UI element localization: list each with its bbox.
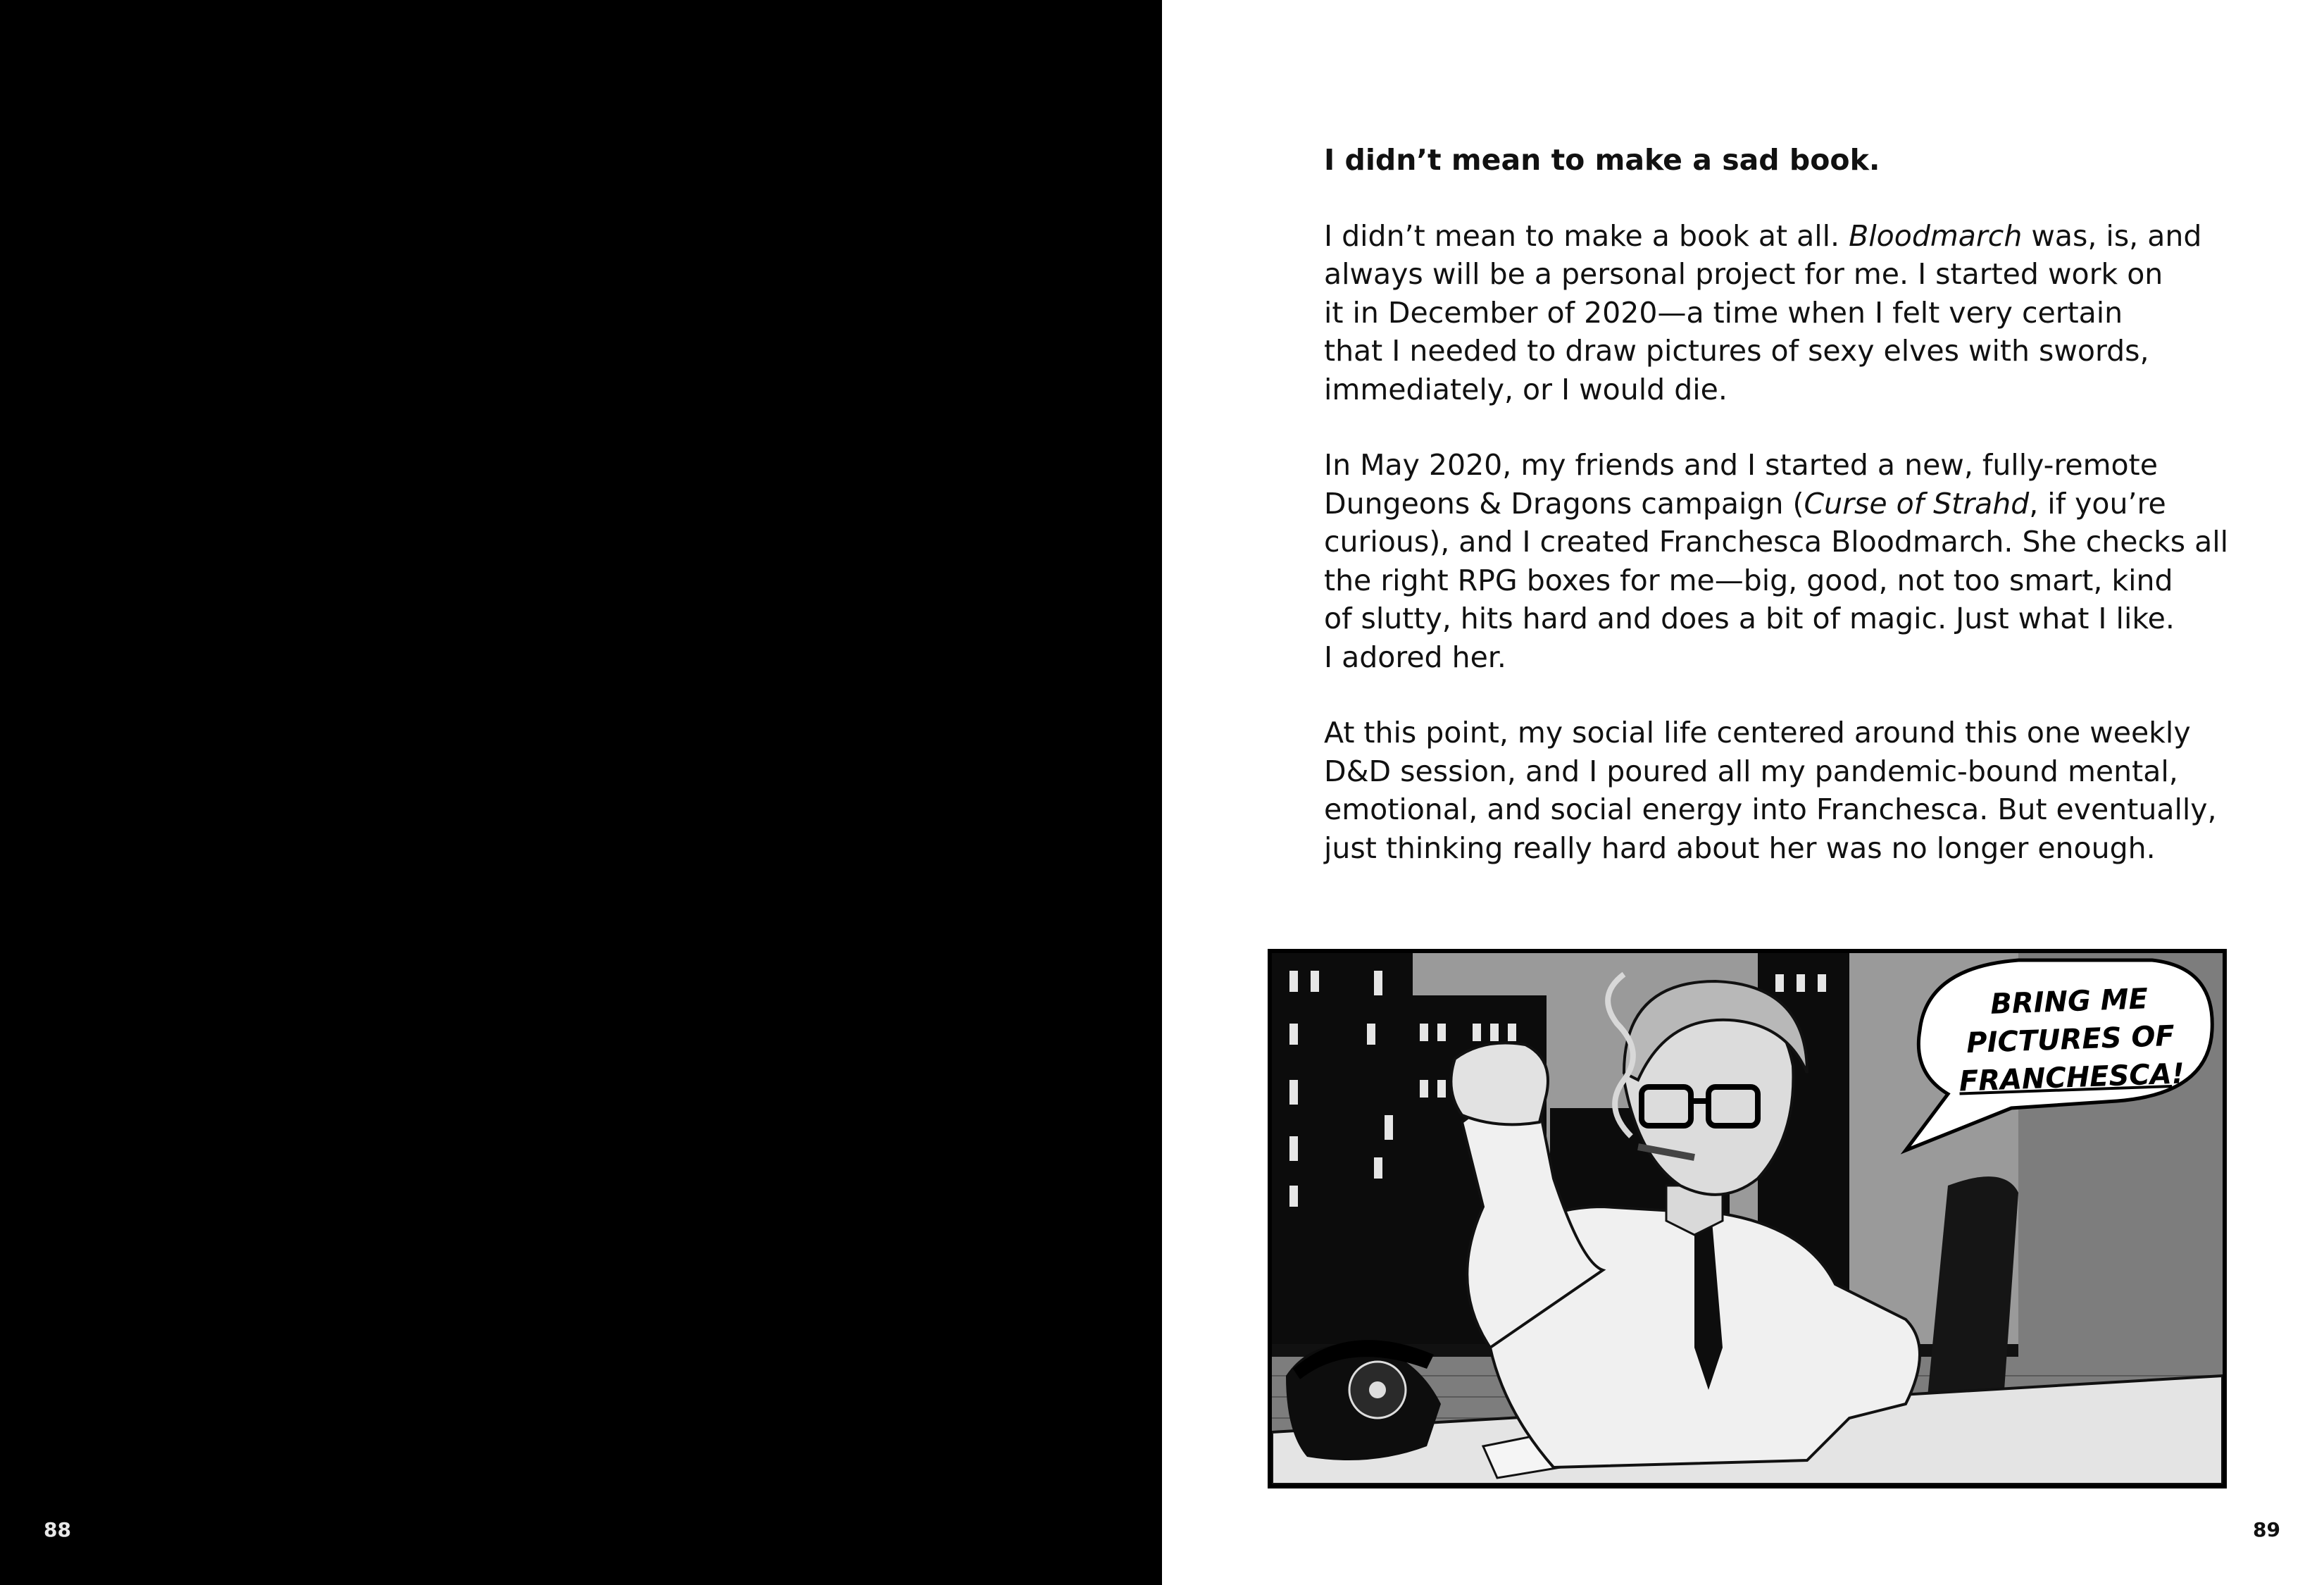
bubble-underlined-name: FRANCHESCA xyxy=(1958,1058,2173,1098)
paragraph-2 xyxy=(1324,446,2229,676)
text-line: In May 2020, my friends and I started a new, fully-remote xyxy=(1324,448,2158,482)
bubble-line-2: PICTURES OF xyxy=(1966,1019,2175,1060)
text-line: that I needed to draw pictures of sexy elves with swords, xyxy=(1324,334,2149,368)
text-line: it in December of 2020—a time when I felt very certain xyxy=(1324,295,2123,330)
text-run: I didn’t mean to make a book at all. xyxy=(1324,218,1849,253)
text-line: always will be a personal project for me. I started work on xyxy=(1324,257,2163,291)
text-line xyxy=(1324,485,2204,523)
bubble-exclamation: ! xyxy=(2170,1057,2185,1091)
text-line: immediately, or I would die. xyxy=(1324,372,1728,406)
page-number-right: 89 xyxy=(2253,1518,2280,1541)
bubble-line-1: BRING ME xyxy=(1989,983,2149,1021)
section-heading: I didn’t mean to make a sad book. xyxy=(1324,143,1880,177)
text-line: D&D session, and I poured all my pandemic-bound mental, xyxy=(1324,754,2178,788)
campaign-title: Curse of Strahd xyxy=(1804,486,2030,521)
rotary-phone xyxy=(1286,1340,1441,1460)
text-line: I adored her. xyxy=(1324,640,1506,674)
text-line: emotional, and social energy into Franchesca. But eventually, xyxy=(1324,792,2217,826)
text-run: , if you’re xyxy=(2029,486,2166,521)
paragraph-1 xyxy=(1324,217,2204,409)
text-line: just thinking really hard about her was no longer enough. xyxy=(1324,831,2156,865)
text-line: of slutty, hits hard and does a bit of magic. Just what I like. xyxy=(1324,602,2175,635)
fist xyxy=(1451,1043,1548,1125)
book-title: Bloodmarch xyxy=(1849,218,2023,253)
page-number-left: 88 xyxy=(44,1518,71,1541)
text-line: the right RPG boxes for me—big, good, not too smart, kind xyxy=(1324,563,2173,597)
text-line: curious), and I created Franchesca Bloodmarch. She checks all xyxy=(1324,525,2229,559)
speech-bubble-text xyxy=(1949,978,2192,1101)
text-line: At this point, my social life centered around this one weekly xyxy=(1324,716,2191,750)
text-line xyxy=(1324,217,2204,256)
body-text xyxy=(1324,141,2229,905)
text-run: Dungeons & Dragons campaign ( xyxy=(1324,486,1804,521)
paragraph-3 xyxy=(1324,714,2217,867)
text-run: was, is, and xyxy=(2022,218,2202,253)
